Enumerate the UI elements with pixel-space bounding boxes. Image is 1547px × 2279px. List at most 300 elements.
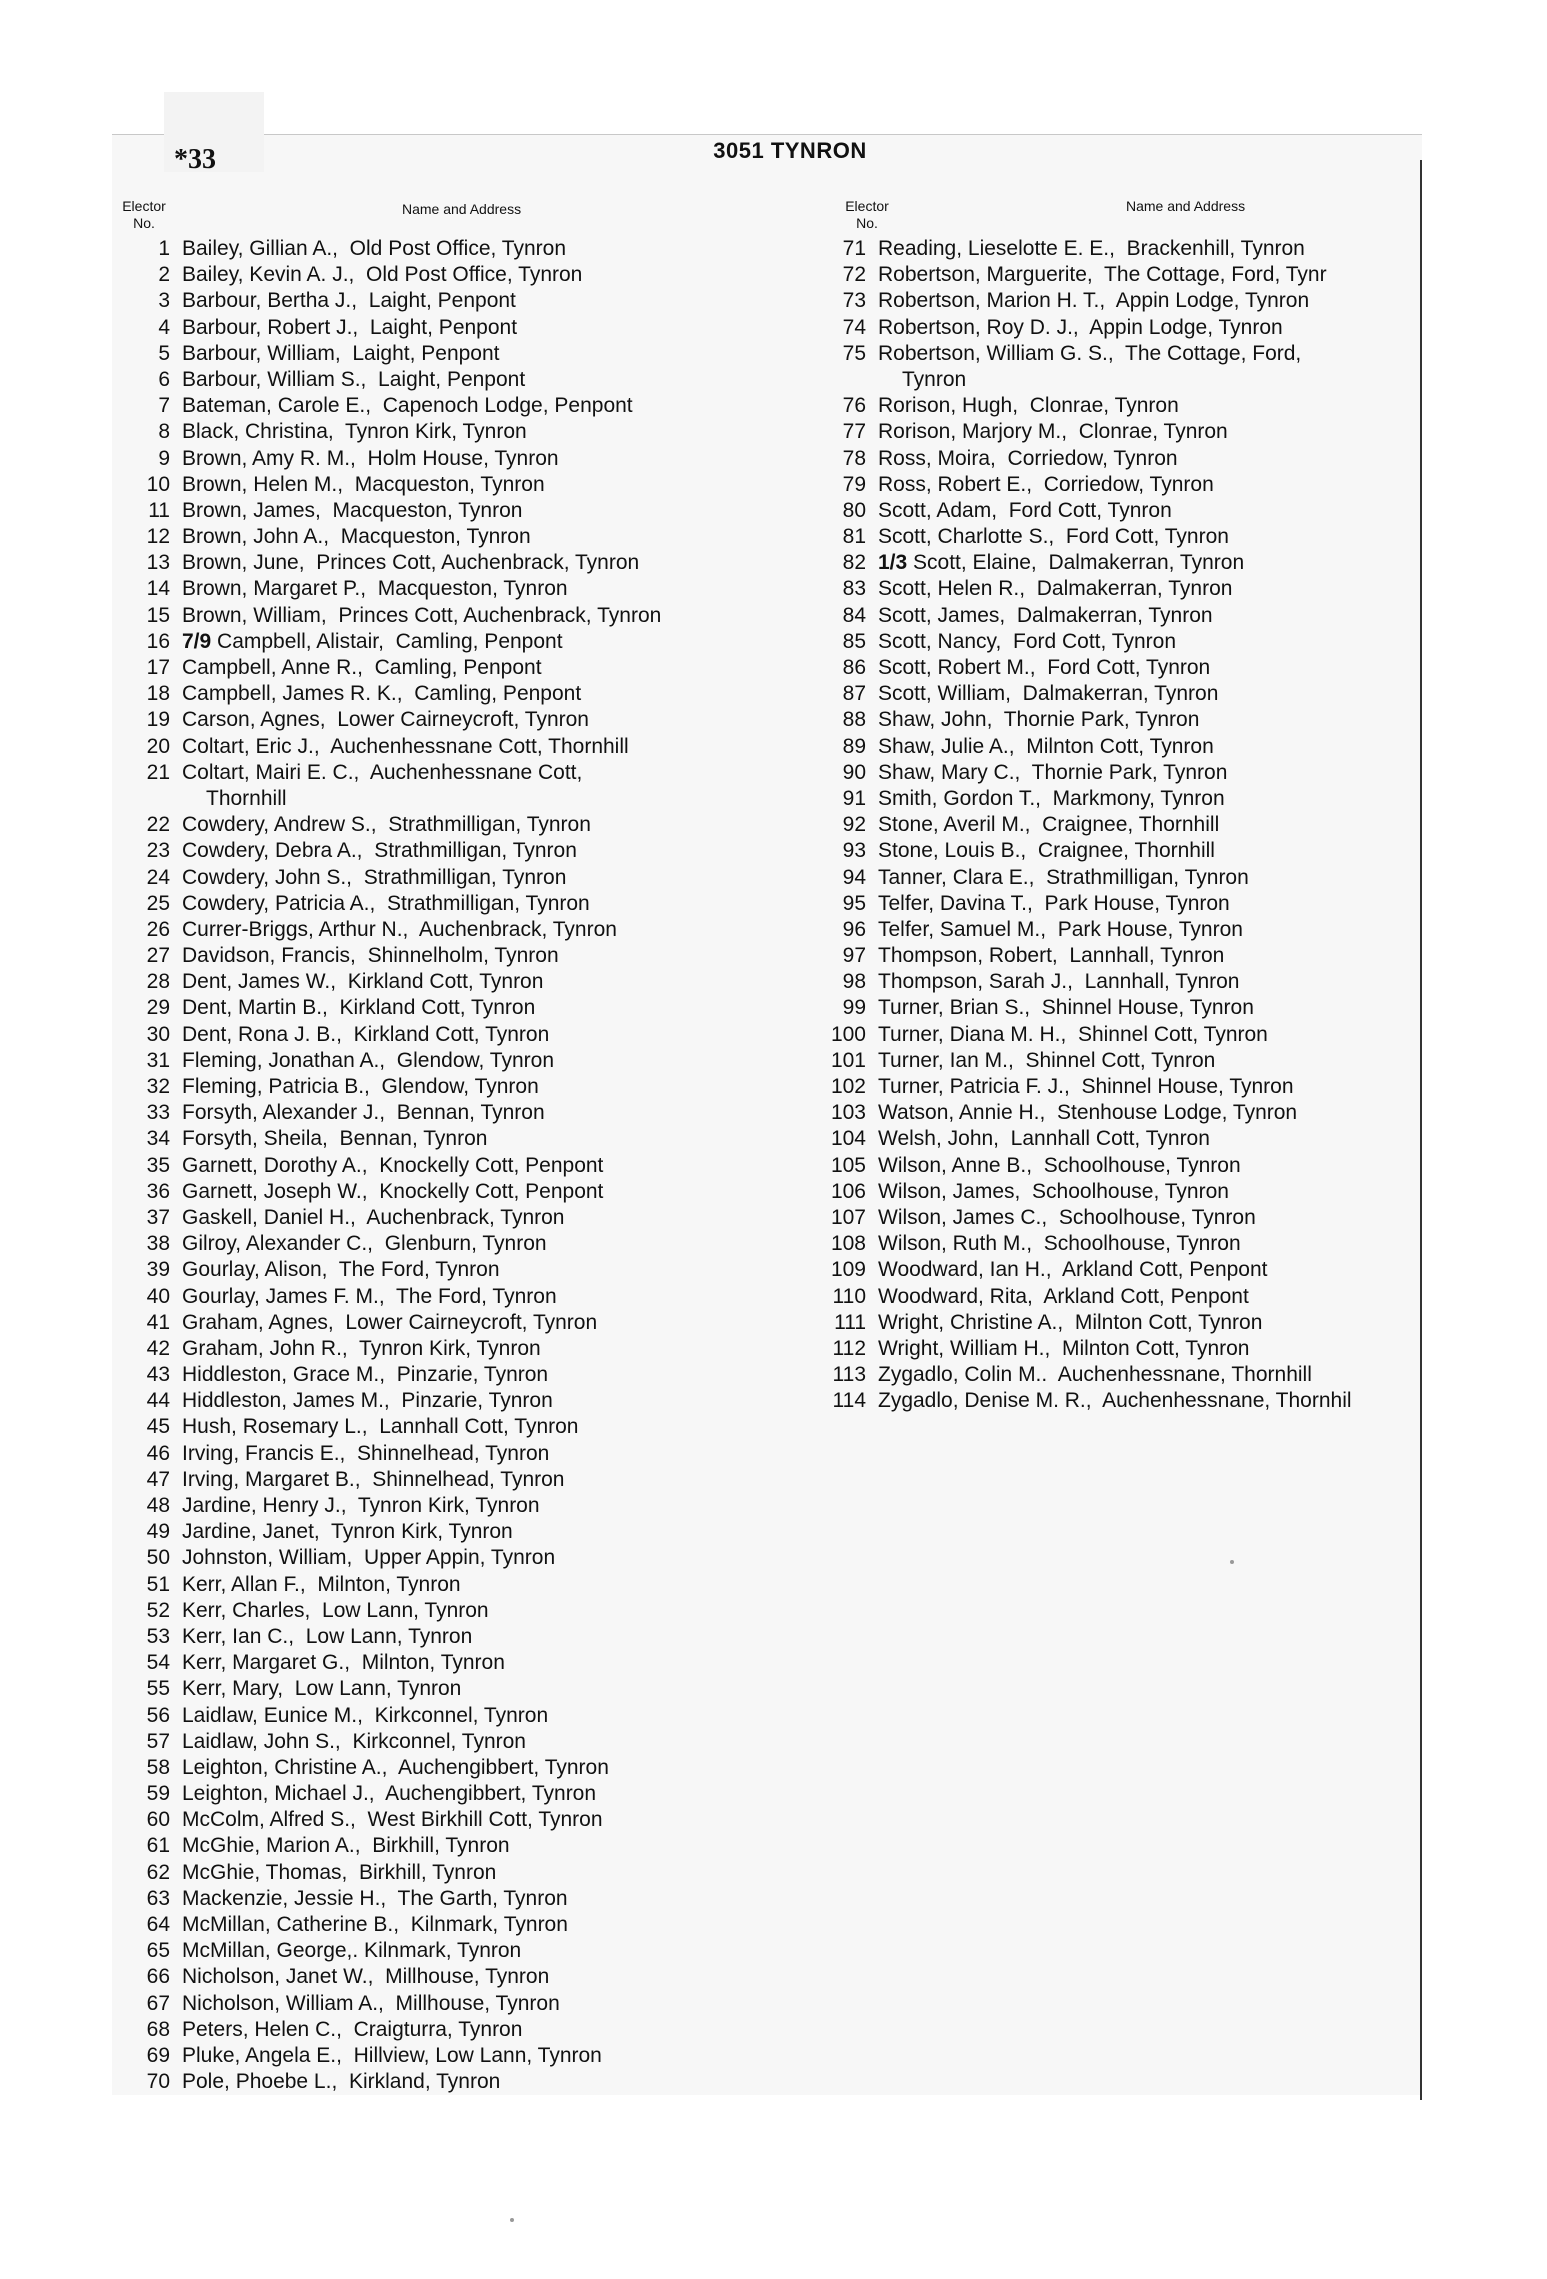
elector-name-address (878, 419, 1228, 445)
elector-number: 47 (146, 1467, 170, 1491)
elector-name-address (182, 262, 582, 288)
elector-name-address (182, 1126, 487, 1152)
elector-entry (808, 1153, 1420, 1179)
elector-name-address (182, 1807, 603, 1833)
elector-number: 49 (146, 1520, 170, 1544)
elector-entry (112, 550, 802, 576)
elector-number: 29 (146, 996, 170, 1020)
elector-text: Currer-Briggs, Arthur N., Auchenbrack, Tynron (182, 917, 617, 941)
elector-number: 111 (834, 1310, 866, 1334)
elector-name-address (182, 1022, 549, 1048)
elector-marker: 7/9 (182, 629, 212, 653)
elector-text: Dent, Martin B., Kirkland Cott, Tynron (182, 996, 536, 1020)
elector-name-address (182, 891, 590, 917)
elector-name-address (878, 786, 1225, 812)
elector-number: 21 (146, 760, 170, 784)
elector-name-address (182, 1179, 603, 1205)
elector-name-address (878, 865, 1249, 891)
elector-text: Ross, Robert E., Corriedow, Tynron (878, 472, 1214, 496)
elector-entry (808, 315, 1420, 341)
elector-number: 37 (146, 1205, 170, 1229)
elector-entry (112, 1860, 802, 1886)
elector-entry (112, 1048, 802, 1074)
elector-text: Zygadlo, Denise M. R., Auchenhessnane, Thornhil (878, 1389, 1352, 1413)
elector-text: Wright, Christine A., Milnton Cott, Tynron (878, 1310, 1263, 1334)
elector-number: 40 (146, 1284, 170, 1308)
elector-name-address (182, 1493, 540, 1519)
elector-name-address (878, 576, 1232, 602)
elector-number: 72 (842, 263, 866, 287)
elector-number: 98 (842, 970, 866, 994)
elector-number: 92 (842, 813, 866, 837)
elector-number: 7 (158, 394, 170, 418)
elector-entry (808, 1179, 1420, 1205)
elector-text: Thornhill (206, 786, 287, 810)
elector-text: Cowdery, Andrew S., Strathmilligan, Tynron (182, 813, 591, 837)
elector-entry (112, 1755, 802, 1781)
elector-number: 95 (842, 891, 866, 915)
elector-name-address (182, 1886, 568, 1912)
elector-entry (808, 288, 1420, 314)
elector-name-address (182, 1074, 539, 1100)
elector-text: Leighton, Christine A., Auchengibbert, Tynron (182, 1755, 609, 1779)
elector-name-address (878, 734, 1214, 760)
elector-text: Coltart, Eric J., Auchenhessnane Cott, Thornhill (182, 734, 629, 758)
elector-number: 5 (158, 341, 170, 365)
page-tag-label (164, 92, 264, 175)
elector-text: Robertson, Roy D. J., Appin Lodge, Tynron (878, 315, 1283, 339)
elector-text: Scott, James, Dalmakerran, Tynron (878, 603, 1213, 627)
elector-name-address (182, 524, 531, 550)
elector-name-address (182, 707, 589, 733)
elector-name-address (878, 550, 1244, 576)
elector-entry (112, 1991, 802, 2017)
elector-entry (112, 1886, 802, 1912)
elector-number: 75 (842, 341, 866, 365)
elector-number: 10 (146, 472, 170, 496)
elector-text: Kerr, Allan F., Milnton, Tynron (182, 1572, 461, 1596)
elector-entry (112, 1467, 802, 1493)
elector-entry (808, 1310, 1420, 1336)
elector-text: Hiddleston, Grace M., Pinzarie, Tynron (182, 1363, 549, 1387)
elector-number: 46 (146, 1441, 170, 1465)
elector-text: Brown, June, Princes Cott, Auchenbrack, Tynron (182, 551, 640, 575)
elector-number: 51 (146, 1572, 170, 1596)
elector-entry (112, 2017, 802, 2043)
elector-entry (808, 681, 1420, 707)
elector-entry (112, 917, 802, 943)
elector-number: 106 (830, 1179, 866, 1203)
elector-number: 96 (842, 917, 866, 941)
elector-entry (112, 419, 802, 445)
elector-name-address (182, 419, 527, 445)
elector-name-address (182, 288, 516, 314)
elector-text: Bateman, Carole E., Capenoch Lodge, Penpont (182, 394, 633, 418)
elector-text: Jardine, Henry J., Tynron Kirk, Tynron (182, 1494, 540, 1517)
elector-text: Gaskell, Daniel H., Auchenbrack, Tynron (182, 1205, 565, 1229)
elector-entry (808, 1231, 1420, 1257)
elector-name-address (878, 1100, 1297, 1126)
elector-text: Tynron (902, 367, 967, 391)
elector-name-address (182, 2017, 522, 2043)
elector-text: McMillan, George,. Kilnmark, Tynron (182, 1939, 522, 1963)
elector-number: 55 (146, 1677, 170, 1701)
elector-number: 83 (842, 577, 866, 601)
elector-text: Kerr, Charles, Low Lann, Tynron (182, 1598, 489, 1622)
elector-name-address (878, 446, 1178, 472)
elector-text: Wilson, James, Schoolhouse, Tynron (878, 1179, 1229, 1203)
elector-name-address (878, 1205, 1256, 1231)
elector-text: Carson, Agnes, Lower Cairneycroft, Tynron (182, 708, 589, 732)
elector-number: 105 (830, 1153, 866, 1177)
elector-number: 73 (842, 289, 866, 313)
elector-entry (112, 1310, 802, 1336)
elector-name-address (878, 891, 1230, 917)
elector-entry (112, 1126, 802, 1152)
elector-name-address (182, 1964, 549, 1990)
elector-entry (808, 262, 1420, 288)
elector-name-address (182, 1912, 568, 1938)
elector-text: Shaw, Mary C., Thornie Park, Tynron (878, 760, 1228, 784)
elector-number: 89 (842, 734, 866, 758)
elector-name-address (878, 943, 1224, 969)
elector-entry (808, 524, 1420, 550)
elector-name-address (182, 1153, 603, 1179)
elector-name-address (182, 1519, 513, 1545)
elector-name-address (878, 472, 1214, 498)
elector-text: Brown, Amy R. M., Holm House, Tynron (182, 446, 559, 470)
elector-name-address (878, 262, 1327, 288)
elector-entry (112, 1074, 802, 1100)
elector-entry (112, 1441, 802, 1467)
elector-entry (808, 576, 1420, 602)
elector-number: 25 (146, 891, 170, 915)
elector-number: 60 (146, 1808, 170, 1832)
elector-entry (112, 1938, 802, 1964)
elector-number: 8 (158, 420, 170, 444)
elector-number: 86 (842, 656, 866, 679)
elector-text: Barbour, William, Laight, Penpont (182, 341, 500, 365)
elector-number: 23 (146, 839, 170, 863)
elector-text: Turner, Patricia F. J., Shinnel House, Tynron (878, 1075, 1294, 1098)
elector-name-address (878, 655, 1210, 681)
elector-entry (808, 943, 1420, 969)
elector-entry (112, 995, 802, 1021)
elector-number: 109 (830, 1258, 866, 1282)
elector-number: 27 (146, 944, 170, 968)
elector-name-address (878, 236, 1305, 262)
elector-name-address (182, 1284, 557, 1310)
elector-entry (112, 393, 802, 419)
elector-name-address (878, 524, 1229, 550)
elector-text: Turner, Diana M. H., Shinnel Cott, Tynron (878, 1022, 1268, 1046)
elector-text: Scott, Helen R., Dalmakerran, Tynron (878, 577, 1233, 601)
elector-name-address (182, 1624, 472, 1650)
elector-entry (112, 1205, 802, 1231)
elector-text: Scott, Robert M., Ford Cott, Tynron (878, 656, 1211, 679)
elector-number: 100 (830, 1022, 866, 1046)
elector-entry-continuation (808, 367, 1420, 393)
elector-entry (808, 838, 1420, 864)
elector-number: 44 (146, 1389, 170, 1413)
elector-text: Tanner, Clara E., Strathmilligan, Tynron (878, 865, 1249, 889)
elector-number: 107 (830, 1205, 866, 1229)
elector-text: Laidlaw, Eunice M., Kirkconnel, Tynron (182, 1703, 549, 1727)
elector-name-address (878, 315, 1283, 341)
elector-name-address (182, 236, 566, 262)
elector-number: 20 (146, 734, 170, 758)
elector-text: Woodward, Ian H., Arkland Cott, Penpont (878, 1258, 1268, 1282)
elector-text: Bailey, Gillian A., Old Post Office, Tynron (182, 237, 567, 260)
elector-entry (808, 812, 1420, 838)
elector-text: Shaw, John, Thornie Park, Tynron (878, 708, 1200, 732)
elector-text: Dent, Rona J. B., Kirkland Cott, Tynron (182, 1022, 550, 1046)
elector-text: Bailey, Kevin A. J., Old Post Office, Tynron (182, 263, 583, 287)
elector-entry (112, 1179, 802, 1205)
elector-name-address (182, 2069, 500, 2095)
elector-text: Graham, Agnes, Lower Cairneycroft, Tynron (182, 1310, 598, 1334)
elector-text: Telfer, Samuel M., Park House, Tynron (878, 917, 1243, 941)
elector-name-address (182, 734, 629, 760)
elector-text: Wilson, Ruth M., Schoolhouse, Tynron (878, 1232, 1241, 1256)
elector-no-label: Elector No. (845, 198, 889, 231)
elector-text: Forsyth, Alexander J., Bennan, Tynron (182, 1101, 545, 1125)
elector-name-address (182, 1676, 461, 1702)
elector-entry (808, 1336, 1420, 1362)
elector-text: Peters, Helen C., Craigturra, Tynron (182, 2017, 523, 2041)
elector-number: 82 (842, 551, 866, 575)
elector-name-address (182, 1991, 560, 2017)
elector-number: 38 (146, 1232, 170, 1256)
elector-entry (112, 681, 802, 707)
elector-number: 76 (842, 394, 866, 418)
elector-text: Irving, Francis E., Shinnelhead, Tynron (182, 1441, 550, 1465)
elector-text: Fleming, Patricia B., Glendow, Tynron (182, 1075, 539, 1098)
elector-text: Gilroy, Alexander C., Glenburn, Tynron (182, 1232, 547, 1256)
elector-text: Gourlay, Alison, The Ford, Tynron (182, 1258, 500, 1282)
elector-entry (808, 603, 1420, 629)
elector-text: Robertson, Marguerite, The Cottage, Ford, Tynr (878, 263, 1327, 287)
elector-name-address (182, 812, 591, 838)
elector-text: Leighton, Michael J., Auchengibbert, Tynron (182, 1782, 597, 1806)
elector-entry (112, 2069, 802, 2095)
elector-entry (112, 655, 802, 681)
elector-entry (112, 472, 802, 498)
elector-name-address (878, 681, 1218, 707)
elector-entry (112, 1650, 802, 1676)
elector-text: Jardine, Janet, Tynron Kirk, Tynron (182, 1520, 513, 1544)
elector-number: 50 (146, 1546, 170, 1570)
elector-text: Brown, William, Princes Cott, Auchenbrack, Tynron (182, 603, 662, 627)
elector-text: Campbell, Anne R., Camling, Penpont (182, 656, 542, 679)
elector-number: 57 (146, 1729, 170, 1753)
elector-entry (112, 760, 802, 786)
elector-number: 110 (832, 1284, 866, 1308)
elector-entry (112, 1100, 802, 1126)
elector-text: Cowdery, John S., Strathmilligan, Tynron (182, 865, 567, 889)
elector-name-address (182, 341, 500, 367)
elector-number: 94 (842, 865, 866, 889)
elector-no-header-right (835, 198, 899, 232)
elector-number: 52 (146, 1598, 170, 1622)
elector-number: 36 (146, 1179, 170, 1203)
elector-entry (808, 1022, 1420, 1048)
elector-number: 31 (146, 1048, 170, 1072)
elector-entry (112, 236, 802, 262)
elector-number: 15 (146, 603, 170, 627)
elector-text: Turner, Brian S., Shinnel House, Tynron (878, 996, 1254, 1020)
elector-name-address (182, 446, 559, 472)
elector-name-address (878, 1310, 1262, 1336)
elector-text: Fleming, Jonathan A., Glendow, Tynron (182, 1048, 555, 1072)
elector-entry (808, 550, 1420, 576)
elector-entry (112, 1572, 802, 1598)
elector-text: McGhie, Thomas, Birkhill, Tynron (182, 1860, 497, 1884)
elector-text: Robertson, Marion H. T., Appin Lodge, Tynron (878, 289, 1310, 313)
elector-entry (112, 341, 802, 367)
elector-name-address (878, 393, 1179, 419)
elector-number: 12 (146, 525, 170, 549)
elector-name-address (182, 1545, 555, 1571)
elector-number: 65 (146, 1939, 170, 1963)
elector-number: 59 (146, 1782, 170, 1806)
elector-number: 53 (146, 1624, 170, 1648)
elector-name-address (182, 498, 522, 524)
elector-name-address (878, 707, 1199, 733)
elector-text: Scott, Charlotte S., Ford Cott, Tynron (878, 525, 1229, 549)
elector-number: 93 (842, 839, 866, 863)
elector-entry (112, 707, 802, 733)
elector-number: 88 (842, 708, 866, 732)
elector-number: 70 (146, 2070, 170, 2094)
elector-text: Shaw, Julie A., Milnton Cott, Tynron (878, 734, 1214, 758)
elector-entry (112, 603, 802, 629)
elector-entry (112, 1833, 802, 1859)
elector-number: 62 (146, 1860, 170, 1884)
elector-name-address (182, 393, 633, 419)
elector-entry (808, 498, 1420, 524)
elector-name-address (182, 1414, 578, 1440)
elector-text: Brown, Margaret P., Macqueston, Tynron (182, 577, 568, 601)
elector-text: Graham, John R., Tynron Kirk, Tynron (182, 1336, 541, 1360)
scan-speck (510, 2218, 514, 2222)
elector-number: 48 (146, 1494, 170, 1517)
elector-number: 61 (146, 1834, 170, 1858)
elector-text: Brown, James, Macqueston, Tynron (182, 498, 523, 522)
elector-entry (112, 1362, 802, 1388)
elector-number: 104 (830, 1127, 866, 1151)
elector-text: Garnett, Dorothy A., Knockelly Cott, Penpont (182, 1153, 604, 1177)
elector-number: 24 (146, 865, 170, 889)
elector-entry (112, 498, 802, 524)
elector-number: 58 (146, 1755, 170, 1779)
elector-name-address (182, 760, 582, 786)
elector-entry (808, 786, 1420, 812)
elector-entry (808, 891, 1420, 917)
elector-number: 11 (148, 498, 170, 522)
elector-entry (112, 943, 802, 969)
elector-number: 77 (842, 420, 866, 444)
elector-entry (808, 969, 1420, 995)
elector-entry (112, 1336, 802, 1362)
elector-text: Scott, William, Dalmakerran, Tynron (878, 682, 1219, 706)
elector-entry (808, 1284, 1420, 1310)
elector-number: 9 (158, 446, 170, 470)
elector-entry (112, 446, 802, 472)
elector-entry (808, 1257, 1420, 1283)
elector-entry (808, 1100, 1420, 1126)
elector-number: 80 (842, 498, 866, 522)
elector-entry (112, 1022, 802, 1048)
elector-entry (112, 1388, 802, 1414)
elector-entry-continuation (112, 786, 802, 812)
elector-entry (112, 734, 802, 760)
elector-name-address (878, 603, 1213, 629)
elector-number: 54 (146, 1651, 170, 1675)
elector-number: 13 (146, 551, 170, 575)
elector-text: Woodward, Rita, Arkland Cott, Penpont (878, 1284, 1249, 1308)
elector-entry (808, 1074, 1420, 1100)
elector-entry (808, 341, 1420, 367)
elector-number: 67 (146, 1991, 170, 2015)
elector-number: 108 (830, 1232, 866, 1256)
elector-entry (112, 1545, 802, 1571)
elector-text: Barbour, Robert J., Laight, Penpont (182, 315, 518, 339)
elector-number: 28 (146, 970, 170, 994)
elector-number: 101 (830, 1048, 866, 1072)
elector-name-address (878, 995, 1254, 1021)
elector-name-address (182, 1310, 597, 1336)
elector-name-address (182, 1100, 545, 1126)
elector-name-address (182, 1362, 548, 1388)
elector-entry (808, 1388, 1420, 1414)
elector-text: Gourlay, James F. M., The Ford, Tynron (182, 1284, 557, 1308)
elector-text: Scott, Nancy, Ford Cott, Tynron (878, 629, 1177, 653)
elector-text: Kerr, Mary, Low Lann, Tynron (182, 1677, 462, 1701)
elector-name-address (182, 865, 566, 891)
elector-entry (112, 1729, 802, 1755)
elector-number: 102 (830, 1075, 866, 1098)
elector-number: 114 (832, 1389, 866, 1413)
elector-entry (808, 393, 1420, 419)
elector-number: 17 (146, 656, 170, 679)
elector-number: 34 (146, 1127, 170, 1151)
elector-number: 19 (146, 708, 170, 732)
elector-name-address (182, 1231, 547, 1257)
elector-entry (112, 2043, 802, 2069)
elector-marker: 1/3 (878, 551, 908, 575)
elector-entry (112, 1519, 802, 1545)
elector-text: Brown, John A., Macqueston, Tynron (182, 525, 531, 549)
elector-text: Irving, Margaret B., Shinnelhead, Tynron (182, 1467, 565, 1491)
elector-entry (112, 629, 802, 655)
elector-name-address (878, 917, 1243, 943)
elector-entry (112, 576, 802, 602)
elector-name-address (878, 1284, 1249, 1310)
elector-name-address (878, 1126, 1210, 1152)
elector-text: Coltart, Mairi E. C., Auchenhessnane Cott, (182, 760, 583, 784)
elector-number: 91 (842, 786, 866, 810)
elector-text: Garnett, Joseph W., Knockelly Cott, Penpont (182, 1179, 604, 1203)
elector-name-address (182, 1441, 549, 1467)
elector-entry (112, 969, 802, 995)
elector-number: 68 (146, 2017, 170, 2041)
elector-text: Barbour, William S., Laight, Penpont (182, 367, 526, 391)
elector-text: Reading, Lieselotte E. E., Brackenhill, Tynron (878, 237, 1305, 260)
elector-entry (808, 419, 1420, 445)
elector-name-address (182, 1257, 500, 1283)
elector-number: 43 (146, 1363, 170, 1387)
